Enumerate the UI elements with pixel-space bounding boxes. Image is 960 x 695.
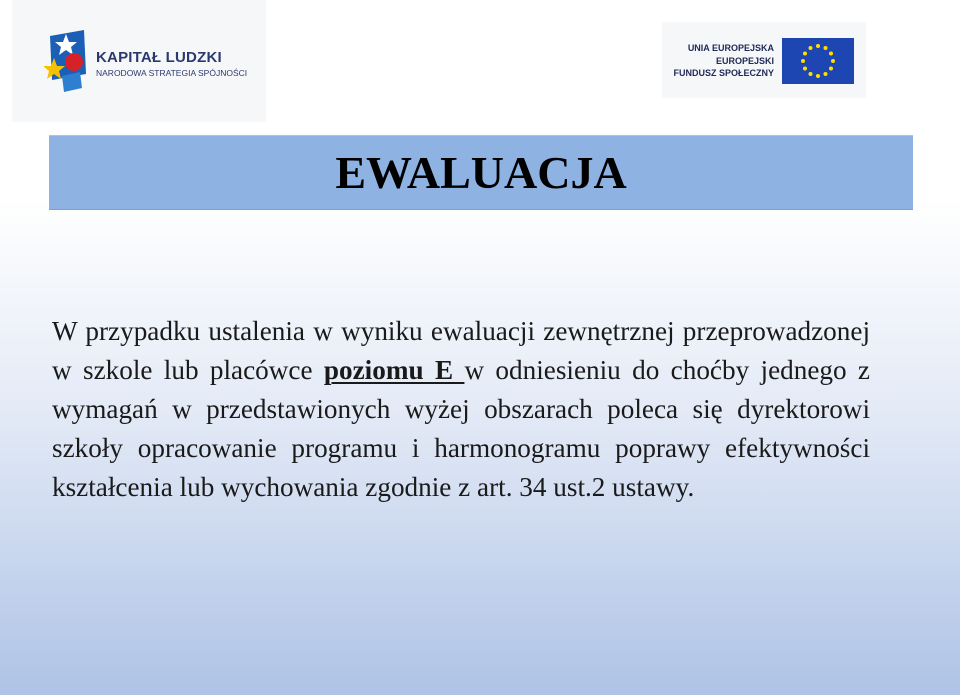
title-banner <box>49 135 913 210</box>
body-emphasis-level-e: poziomu E <box>323 355 465 385</box>
kapital-ludzki-logo <box>12 0 266 122</box>
kapital-ludzki-subtitle: NARODOWA STRATEGIA SPÓJNOŚCI <box>96 68 248 78</box>
eu-flag-icon <box>782 38 854 84</box>
body-text-after: w odniesieniu do choćby jednego z wymagań w przedstawionych wyżej obszarach poleca się dyrektorowi szkoły opracowanie programu i harmonogramu poprawy efektywności kształcenia lub wychowania zgodnie z art. 34 ust.2 ustawy. <box>52 355 870 502</box>
eu-logo-line-2: EUROPEJSKI <box>715 56 774 66</box>
eu-logo-line-1: UNIA EUROPEJSKA <box>687 43 774 53</box>
body-paragraph <box>52 312 870 507</box>
page-title: EWALUACJA <box>335 147 627 198</box>
eu-logo-line-3: FUNDUSZ SPOŁECZNY <box>673 68 774 78</box>
body-text-before: W przypadku ustalenia w wyniku ewaluacji zewnętrznej przeprowadzonej w szkole lub placówce <box>52 316 870 385</box>
kapital-ludzki-emblem-icon <box>44 28 92 94</box>
kapital-ludzki-name: KAPITAŁ LUDZKI <box>96 49 222 66</box>
eu-fund-logo <box>662 22 866 98</box>
